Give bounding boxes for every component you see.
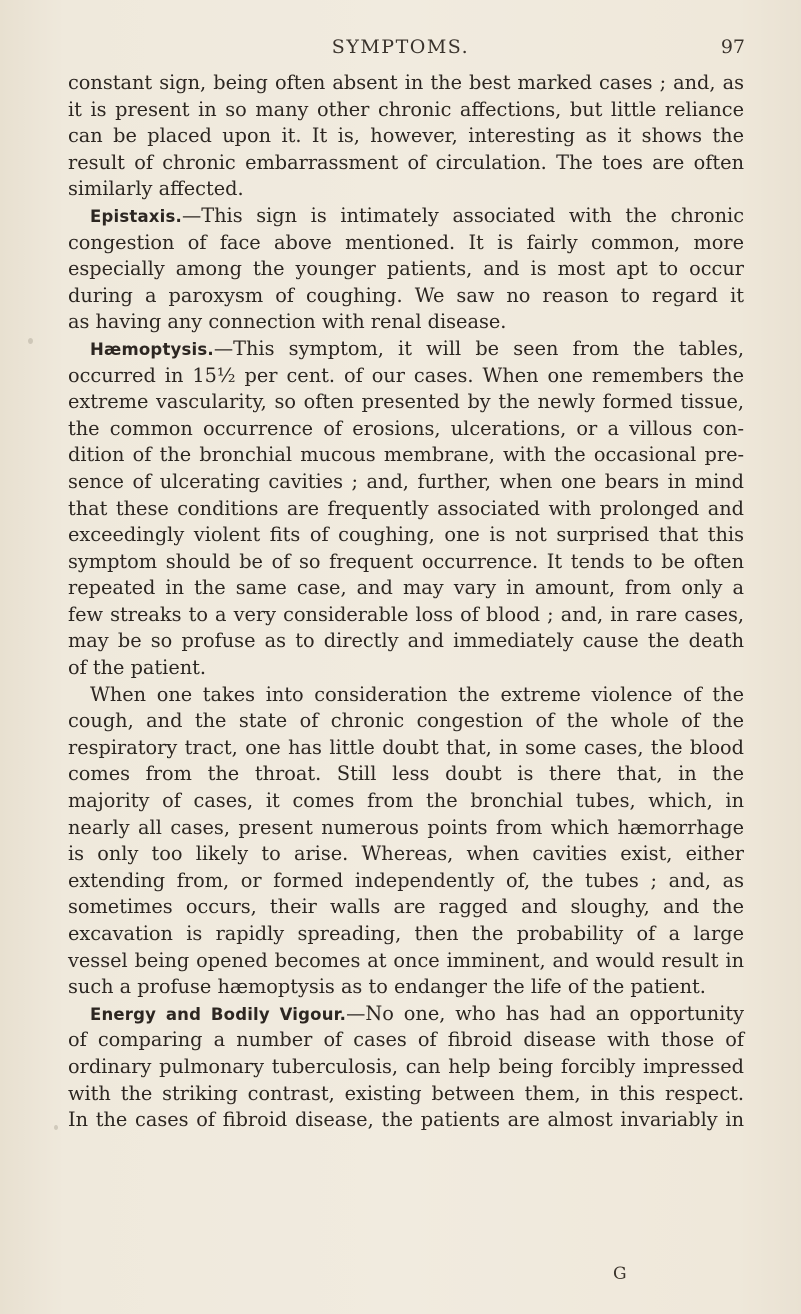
text-line: result of chronic embarrassment of circulation. The toes are often (68, 150, 744, 174)
section-heading-haemoptysis: Hæmoptysis. (90, 339, 214, 359)
text-line: repeated in the same case, and may vary in amount, from only a (68, 576, 744, 600)
text-line: comes from the throat. Still less doubt is there that, in the (68, 762, 744, 786)
text-line: cough, and the state of chronic congestion of the whole of the (68, 709, 744, 733)
text-line: vessel being opened becomes at once imminent, and would result in (68, 948, 744, 972)
text-line: such a profuse hæmoptysis as to endanger the life of the patient. (68, 975, 706, 999)
text-line: few streaks to a very considerable loss of blood ; and, in rare cases, (68, 602, 744, 626)
section-heading-epistaxis: Epistaxis. (90, 206, 182, 226)
section-heading-energy: Energy and Bodily Vigour. (90, 1004, 347, 1024)
text-line: In the cases of fibroid disease, the patients are almost invariably in (68, 1108, 744, 1132)
text-line: especially among the younger patients, and is most apt to occur (68, 257, 744, 281)
text-line: may be so profuse as to directly and immediately cause the death (68, 629, 744, 653)
text-line: during a paroxysm of coughing. We saw no reason to regard it (68, 283, 744, 307)
text-line: constant sign, being often absent in the best marked cases ; and, as (68, 71, 744, 94)
text-fragment: —This sign is intimately associated with the chronic (181, 203, 744, 227)
text-line: of the patient. (68, 656, 207, 680)
signature-mark: G (613, 1264, 627, 1284)
text-line: that these conditions are frequently associated with prolonged and (68, 496, 744, 520)
text-line: occurred in 15½ per cent. of our cases. When one remembers the (68, 363, 744, 387)
text-line: extending from, or formed independently of, the tubes ; and, as (68, 868, 744, 892)
text-line: ordinary pulmonary tuberculosis, can help being forcibly impressed (68, 1054, 744, 1078)
paper-blemish (28, 338, 33, 344)
text-line: exceedingly violent fits of coughing, one is not surprised that this (68, 523, 744, 547)
running-header (0, 36, 801, 62)
text-fragment: —This symptom, it will be seen from the tables, (213, 336, 744, 360)
text-line: as having any connection with renal disease. (68, 310, 507, 334)
text-line: of comparing a number of cases of fibroid disease with those of (68, 1028, 744, 1052)
text-line: nearly all cases, present numerous points from which hæmorrhage (68, 815, 744, 839)
text-line: congestion of face above mentioned. It is fairly common, more (68, 230, 744, 254)
paragraph-epistaxis (68, 203, 744, 230)
text-line: extreme vascularity, so often presented by the newly formed tissue, (68, 390, 744, 414)
text-line: symptom should be of so frequent occurrence. It tends to be often (68, 549, 744, 573)
text-line: sence of ulcerating cavities ; and, further, when one bears in mind (68, 469, 744, 493)
text-line: When one takes into consideration the extreme violence of the (90, 682, 744, 706)
text-line: is only too likely to arise. Whereas, when cavities exist, either (68, 842, 744, 866)
running-title: SYMPTOMS. (331, 36, 470, 58)
text-line: dition of the bronchial mucous membrane, with the occasional pre- (68, 443, 744, 467)
paragraph-energy (68, 1001, 744, 1028)
text-line: excavation is rapidly spreading, then the probability of a large (68, 922, 744, 945)
body-text (68, 70, 744, 1134)
text-fragment: —No one, who has had an opportunity (346, 1001, 744, 1025)
text-line: similarly affected. (68, 177, 244, 201)
text-line: the common occurrence of erosions, ulcerations, or a villous con- (68, 416, 744, 440)
paragraph-haemoptysis (68, 336, 744, 363)
page-number: 97 (720, 36, 745, 58)
text-line: can be placed upon it. It is, however, interesting as it shows the (68, 124, 744, 148)
text-line: respiratory tract, one has little doubt that, in some cases, the blood (68, 735, 744, 759)
text-line: majority of cases, it comes from the bronchial tubes, which, in (68, 789, 744, 813)
text-line: sometimes occurs, their walls are ragged and sloughy, and the (68, 895, 744, 919)
text-line: with the striking contrast, existing between them, in this respect. (68, 1081, 744, 1105)
text-line: it is present in so many other chronic affections, but little reliance (68, 97, 744, 121)
paper-blemish (54, 1125, 58, 1130)
